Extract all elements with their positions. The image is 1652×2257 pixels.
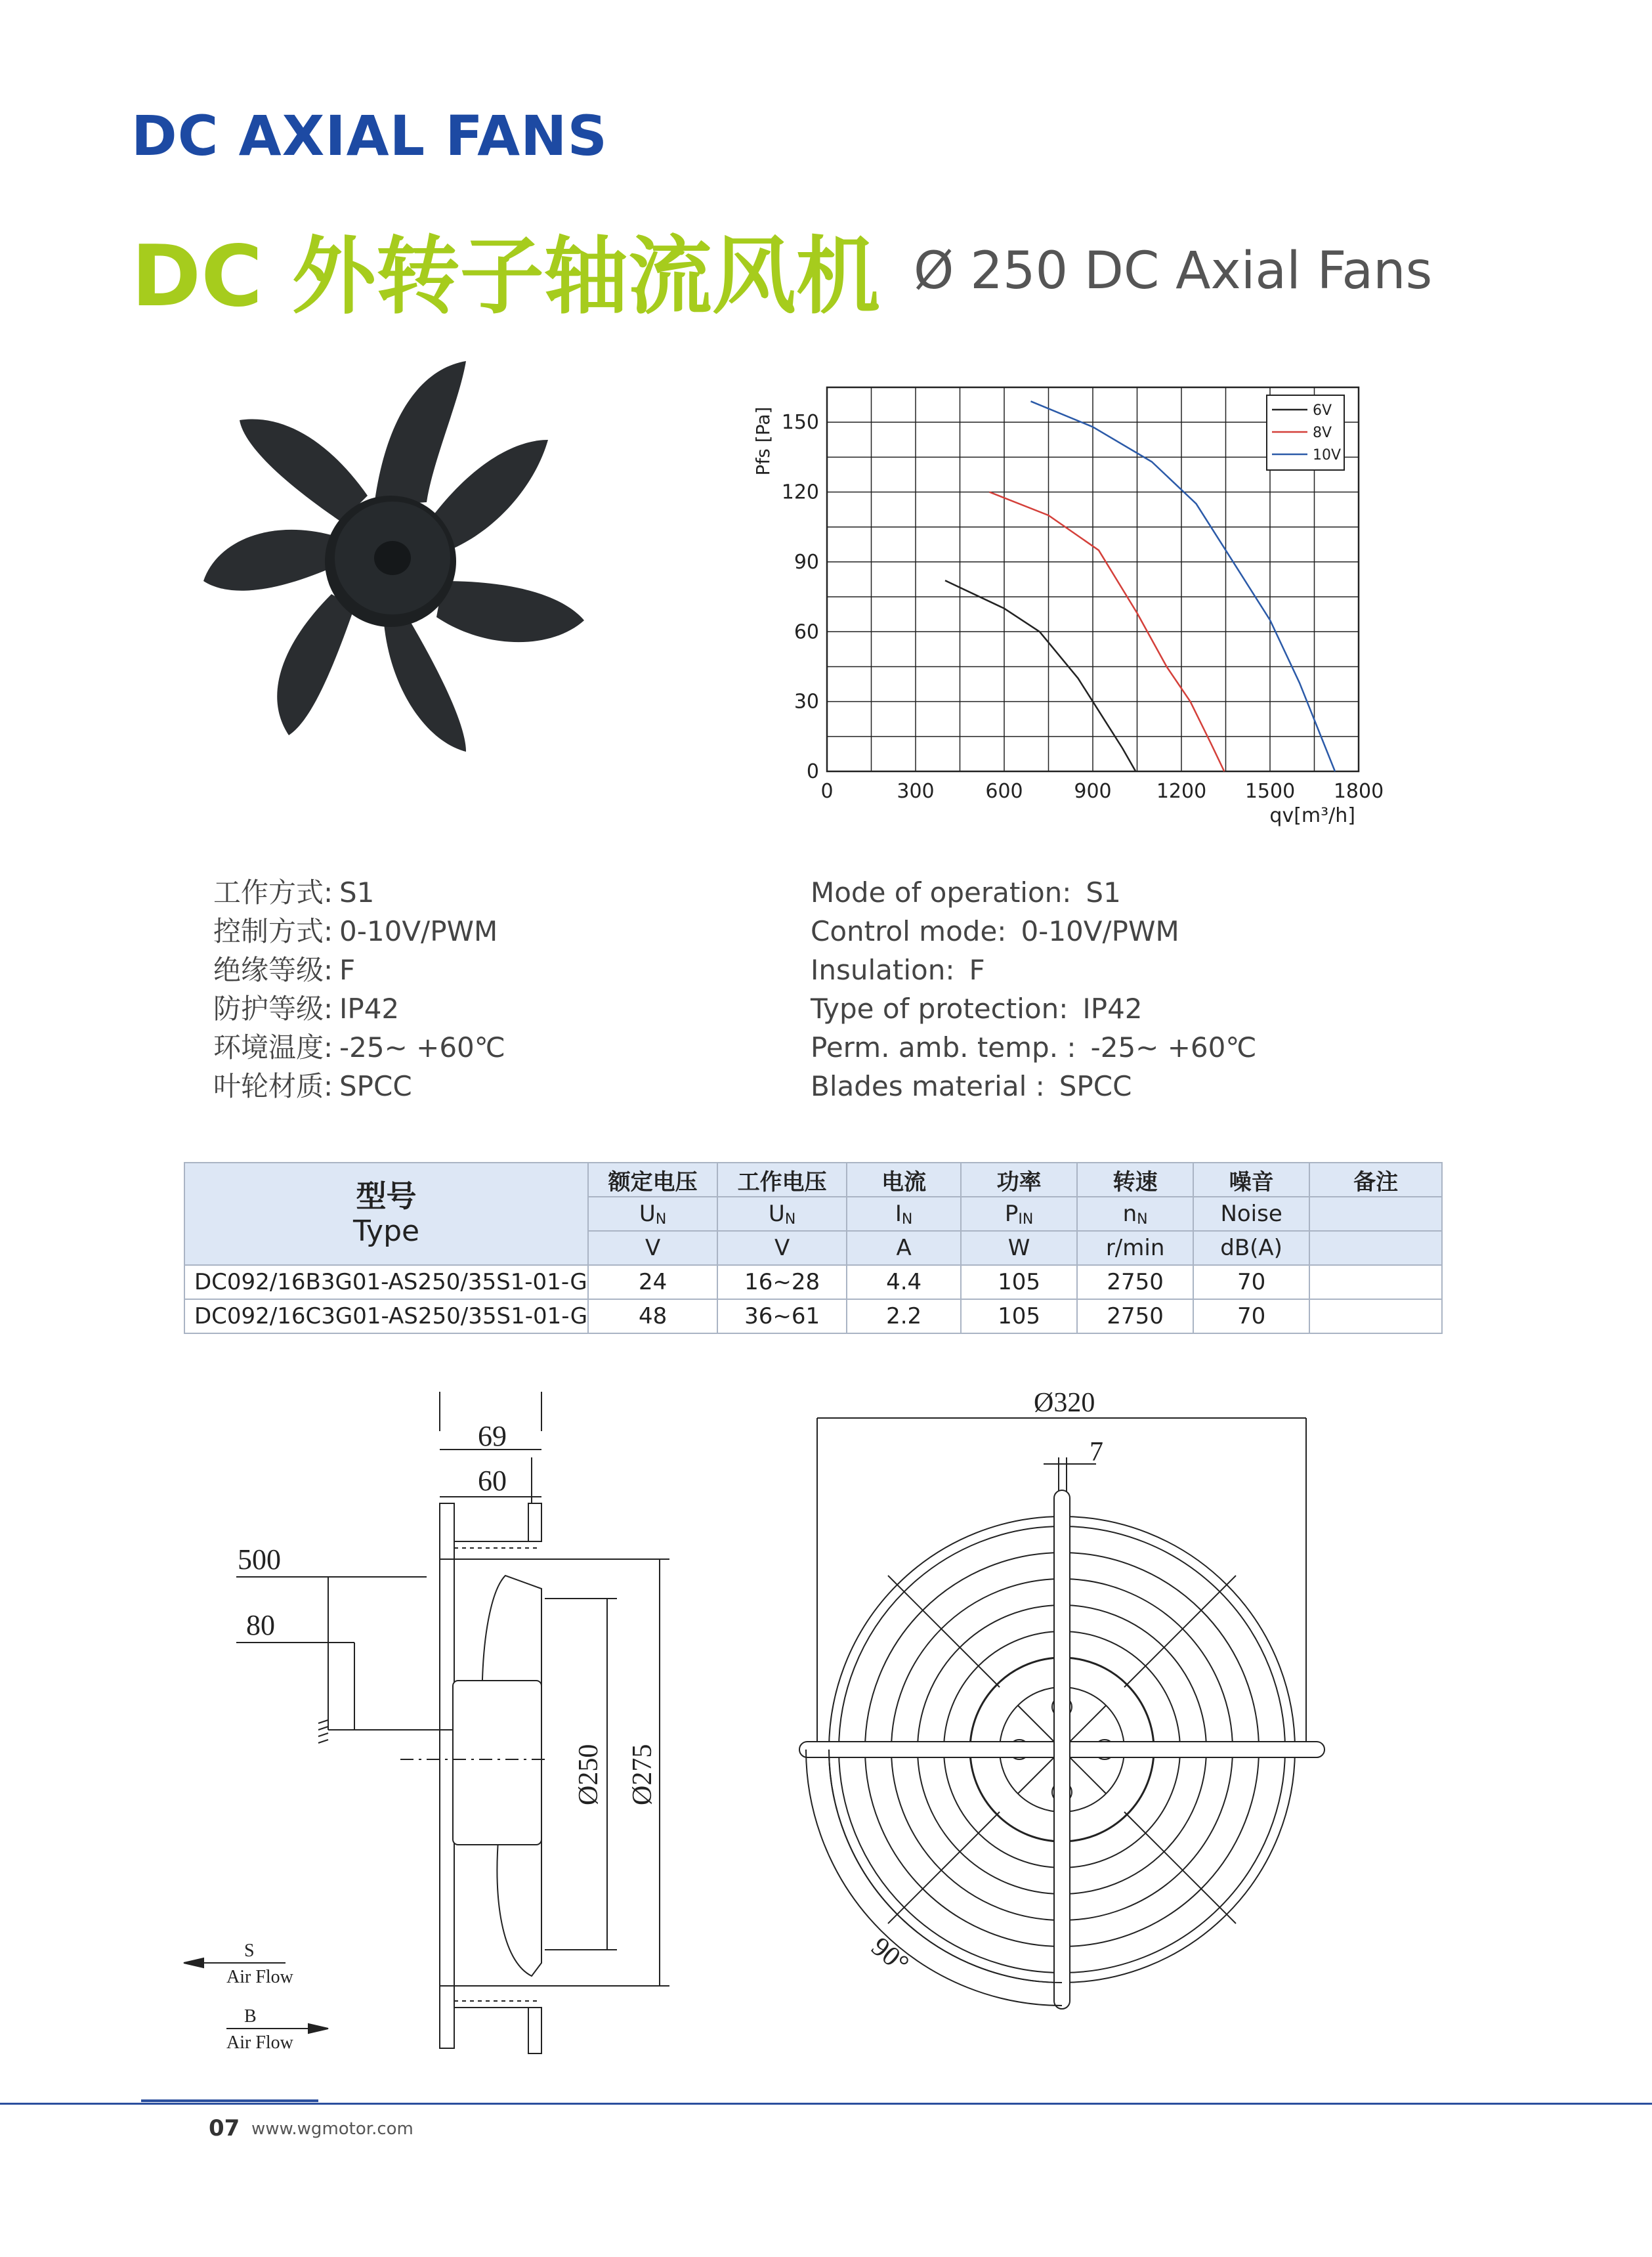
x-tick-label: 1200 bbox=[1156, 780, 1207, 803]
header-rated-voltage: 额定电压 bbox=[588, 1163, 717, 1197]
symbol-speed: nN bbox=[1077, 1197, 1193, 1231]
spec-row bbox=[213, 951, 505, 989]
fan-blade bbox=[203, 530, 331, 591]
header-noise: 噪音 bbox=[1193, 1163, 1309, 1197]
y-axis-label: Pfs [Pa] bbox=[752, 406, 774, 476]
page-title-en: Ø 250 DC Axial Fans bbox=[914, 242, 1433, 301]
spec-label: Mode of operation: bbox=[811, 876, 1072, 909]
x-tick-label: 600 bbox=[985, 780, 1023, 803]
y-tick-label: 0 bbox=[806, 760, 819, 783]
header-note: 备注 bbox=[1309, 1163, 1442, 1197]
unit-noise: dB(A) bbox=[1193, 1231, 1309, 1265]
spec-label: Perm. amb. temp. : bbox=[811, 1031, 1076, 1064]
unit-note bbox=[1309, 1231, 1442, 1265]
current-cell: 2.2 bbox=[847, 1299, 961, 1333]
spec-value: IP42 bbox=[1082, 993, 1143, 1025]
fan-blade bbox=[277, 594, 354, 735]
spec-value: IP42 bbox=[339, 993, 400, 1025]
spec-row bbox=[811, 1067, 1257, 1106]
angle-90: 90° bbox=[865, 1931, 915, 1980]
model-cell: DC092/16C3G01-AS250/35S1-01-G bbox=[184, 1299, 588, 1333]
x-axis-label: qv[m³/h] bbox=[1269, 804, 1355, 827]
spec-value: 0-10V/PWM bbox=[339, 915, 498, 947]
x-tick-label: 900 bbox=[1074, 780, 1112, 803]
spec-label: Type of protection: bbox=[811, 993, 1069, 1025]
note-cell bbox=[1309, 1265, 1442, 1299]
speed-cell: 2750 bbox=[1077, 1265, 1193, 1299]
spec-row bbox=[213, 873, 505, 912]
noise-cell: 70 bbox=[1193, 1265, 1309, 1299]
dim-320: Ø320 bbox=[1034, 1388, 1095, 1418]
dim-250: Ø250 bbox=[574, 1744, 604, 1805]
unit-working-voltage: V bbox=[717, 1231, 847, 1265]
series-title: DC AXIAL FANS bbox=[131, 104, 608, 168]
header-power: 功率 bbox=[961, 1163, 1077, 1197]
rated-voltage-cell: 48 bbox=[588, 1299, 717, 1333]
spec-value: -25~ +60℃ bbox=[1090, 1031, 1257, 1064]
rated-voltage-cell: 24 bbox=[588, 1265, 717, 1299]
fan-blade bbox=[374, 361, 466, 505]
spec-label: 工作方式: bbox=[213, 876, 333, 909]
dim-500: 500 bbox=[238, 1543, 281, 1576]
spec-label: Control mode: bbox=[811, 915, 1007, 947]
header-current: 电流 bbox=[847, 1163, 961, 1197]
spec-row bbox=[811, 989, 1257, 1028]
power-cell: 105 bbox=[961, 1299, 1077, 1333]
specs-en bbox=[811, 873, 1257, 1106]
airflow-b-letter: B bbox=[244, 2006, 257, 2027]
legend-label: 8V bbox=[1313, 425, 1332, 441]
unit-current: A bbox=[847, 1231, 961, 1265]
dim-60: 60 bbox=[478, 1465, 507, 1497]
website-link[interactable]: www.wgmotor.com bbox=[251, 2119, 413, 2139]
spec-value: S1 bbox=[339, 876, 375, 909]
spec-value: F bbox=[339, 954, 356, 986]
side-view-drawing bbox=[164, 1372, 689, 2068]
symbol-power: PIN bbox=[961, 1197, 1077, 1231]
y-tick-label: 30 bbox=[794, 690, 819, 714]
spec-value: S1 bbox=[1086, 876, 1121, 909]
legend-label: 6V bbox=[1313, 402, 1332, 419]
unit-power: W bbox=[961, 1231, 1077, 1265]
spec-row bbox=[213, 1067, 505, 1106]
spec-row bbox=[213, 912, 505, 951]
y-tick-label: 90 bbox=[794, 550, 819, 574]
spec-value: 0-10V/PWM bbox=[1021, 915, 1179, 947]
front-view-drawing bbox=[774, 1379, 1352, 2035]
airflow-s-text: Air Flow bbox=[226, 1967, 293, 1987]
speed-cell: 2750 bbox=[1077, 1299, 1193, 1333]
fan-photo bbox=[187, 358, 594, 771]
unit-rated-voltage: V bbox=[588, 1231, 717, 1265]
symbol-rated-voltage: UN bbox=[588, 1197, 717, 1231]
spec-row bbox=[811, 873, 1257, 912]
symbol-current: IN bbox=[847, 1197, 961, 1231]
symbol-note bbox=[1309, 1197, 1442, 1231]
table-header-row bbox=[184, 1163, 1442, 1197]
performance-chart bbox=[742, 368, 1398, 840]
fan-blade bbox=[384, 616, 466, 752]
spec-table bbox=[184, 1162, 1443, 1334]
power-cell: 105 bbox=[961, 1265, 1077, 1299]
spec-label: 绝缘等级: bbox=[213, 954, 333, 986]
footer-rule-accent bbox=[141, 2099, 318, 2102]
spec-value: SPCC bbox=[339, 1070, 412, 1102]
dim-275: Ø275 bbox=[627, 1744, 658, 1805]
airflow-s-letter: S bbox=[244, 1941, 255, 1961]
x-tick-label: 300 bbox=[897, 780, 935, 803]
spec-row bbox=[213, 1028, 505, 1067]
spec-label: 控制方式: bbox=[213, 915, 333, 947]
spec-label: Insulation: bbox=[811, 954, 955, 986]
specs-cn bbox=[213, 873, 505, 1106]
header-working-voltage: 工作电压 bbox=[717, 1163, 847, 1197]
unit-speed: r/min bbox=[1077, 1231, 1193, 1265]
spec-row bbox=[811, 912, 1257, 951]
page-number: 07 bbox=[209, 2115, 240, 2141]
dim-69: 69 bbox=[478, 1420, 507, 1452]
spec-row bbox=[811, 1028, 1257, 1067]
working-voltage-cell: 16~28 bbox=[717, 1265, 847, 1299]
spec-value: SPCC bbox=[1059, 1070, 1132, 1102]
spec-label: 叶轮材质: bbox=[213, 1070, 333, 1102]
x-tick-label: 0 bbox=[820, 780, 834, 803]
type-header-en: Type bbox=[353, 1214, 420, 1248]
x-tick-label: 1800 bbox=[1333, 780, 1384, 803]
spec-row bbox=[213, 989, 505, 1028]
symbol-noise: Noise bbox=[1193, 1197, 1309, 1231]
x-tick-label: 1500 bbox=[1244, 780, 1296, 803]
y-tick-label: 150 bbox=[781, 411, 819, 435]
spec-label: 环境温度: bbox=[213, 1031, 333, 1064]
symbol-working-voltage: UN bbox=[717, 1197, 847, 1231]
type-header-cn: 型号 bbox=[356, 1178, 417, 1214]
spec-value: F bbox=[969, 954, 985, 986]
y-tick-label: 60 bbox=[794, 620, 819, 644]
footer-rule bbox=[0, 2103, 1652, 2105]
dim-7: 7 bbox=[1090, 1437, 1103, 1467]
fan-blade bbox=[240, 419, 368, 522]
chart-legend bbox=[1267, 395, 1344, 470]
dim-80: 80 bbox=[246, 1609, 275, 1641]
fan-blade bbox=[436, 581, 584, 642]
table-row bbox=[184, 1299, 1442, 1333]
spec-row bbox=[811, 951, 1257, 989]
spec-value: -25~ +60℃ bbox=[339, 1031, 505, 1064]
type-header bbox=[184, 1163, 588, 1265]
spec-label: Blades material : bbox=[811, 1070, 1045, 1102]
note-cell bbox=[1309, 1299, 1442, 1333]
table-row bbox=[184, 1265, 1442, 1299]
noise-cell: 70 bbox=[1193, 1299, 1309, 1333]
series-line-6V bbox=[945, 580, 1135, 771]
current-cell: 4.4 bbox=[847, 1265, 961, 1299]
page-title-cn: DC 外转子轴流风机 bbox=[131, 228, 880, 326]
working-voltage-cell: 36~61 bbox=[717, 1299, 847, 1333]
model-cell: DC092/16B3G01-AS250/35S1-01-G bbox=[184, 1265, 588, 1299]
header-speed: 转速 bbox=[1077, 1163, 1193, 1197]
legend-label: 10V bbox=[1313, 447, 1342, 463]
spec-label: 防护等级: bbox=[213, 993, 333, 1025]
y-tick-label: 120 bbox=[781, 481, 819, 504]
airflow-b-text: Air Flow bbox=[226, 2032, 293, 2053]
